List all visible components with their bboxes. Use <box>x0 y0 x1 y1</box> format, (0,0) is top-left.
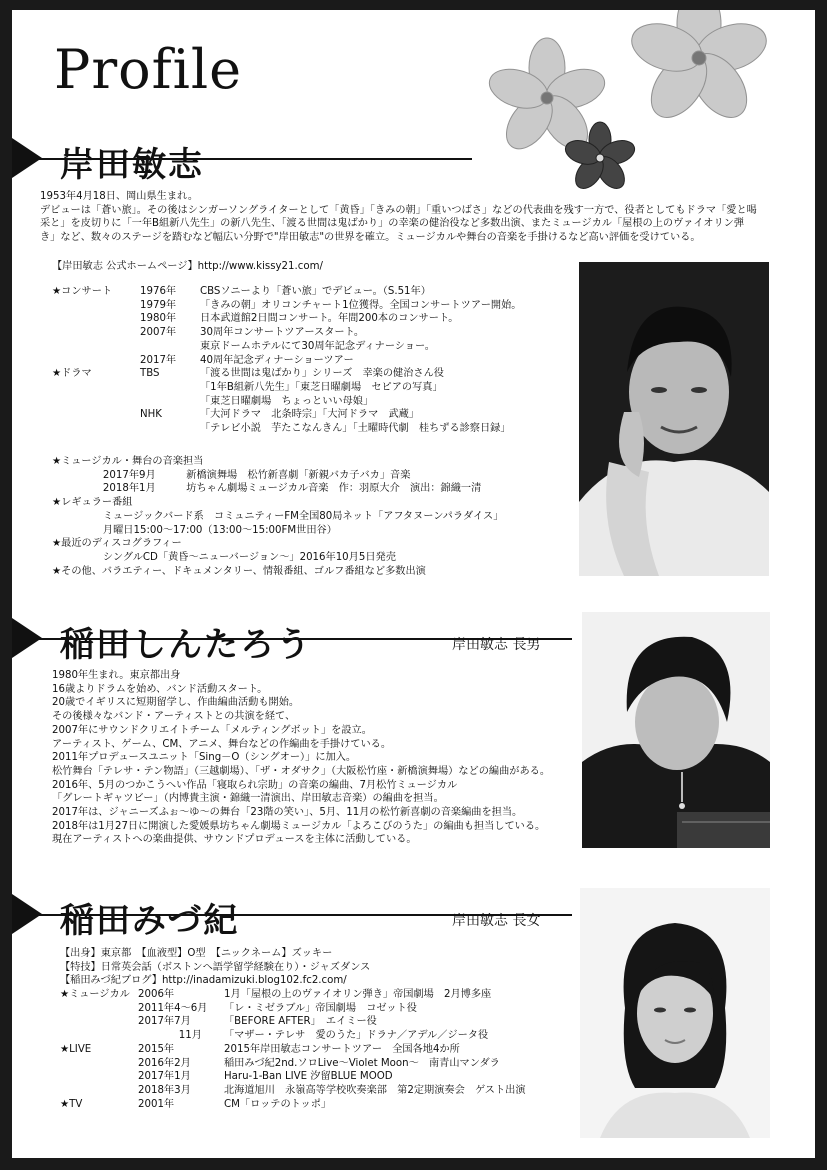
profile-line: 【出身】東京都 【血液型】O型 【ニックネーム】ズッキー <box>60 948 333 959</box>
page-title: Profile <box>54 38 243 101</box>
intro-line: 1953年4月18日、岡山県生まれ。 <box>40 191 199 202</box>
career-row <box>52 381 521 395</box>
career-year: 2007年 <box>140 327 177 339</box>
career-year: 2006年 <box>138 989 175 1000</box>
intro-line: き」など、数々のステージを踏むなど幅広い分野で"岸田敏志"の世界を確立。ミュージカルや舞台の音楽を手掛けるなど高い評価を受けている。 <box>40 232 701 244</box>
career-row <box>52 285 521 299</box>
career-year: TBS <box>140 368 160 380</box>
homepage-link[interactable]: 【岸田敏志 公式ホームページ】http://www.kissy21.com/ <box>52 261 323 272</box>
section-name: 稲田しんたろう <box>60 625 312 665</box>
career-detail: CM「ロッテのトッポ」 <box>224 1098 332 1110</box>
section-arrow-icon <box>12 138 42 178</box>
career-detail: 「レ・ミゼラブル」帝国劇場 コゼット役 <box>224 1002 417 1014</box>
extra-line: ★ミュージカル・舞台の音楽担当 <box>52 456 204 467</box>
career-row <box>52 367 521 381</box>
extra-line: 2018年1月 坊ちゃん劇場ミュージカル音楽 作：羽原大介 演出：錦織一清 <box>52 483 482 495</box>
career-category: ★ミュージカル <box>60 989 130 1000</box>
career-detail: 1月「屋根の上のヴァイオリン弾き」帝国劇場 2月博多座 <box>224 989 492 1000</box>
career-year: 2018年3月 <box>138 1084 191 1096</box>
career-year: 2015年 <box>138 1043 175 1055</box>
photo-inada-mizuki <box>580 888 770 1138</box>
career-detail: 稲田みづ紀2nd.ソロLive～Violet Moon～ 南青山マンダラ <box>224 1057 500 1069</box>
career-category: ★コンサート <box>52 286 113 297</box>
bio-line: 松竹舞台「テレサ・テン物語」（三越劇場）、「ザ・オダサク」（大阪松竹座・新橋演舞場）などの編曲がある。 <box>52 765 551 777</box>
career-detail: 30周年コンサートツアースタート。 <box>200 327 365 339</box>
bio-line: 1980年生まれ。東京都出身 <box>52 670 181 681</box>
section-relation: 岸田敏志 長男 <box>452 637 541 653</box>
section-arrow-icon <box>12 894 42 934</box>
career-year: 2017年 <box>140 354 177 366</box>
career-detail: 40周年記念ディナーショーツアー <box>200 354 354 366</box>
photo-kishida-satoshi <box>579 262 769 576</box>
career-row <box>52 326 521 340</box>
intro-line: デビューは「蒼い旅」。その後はシンガーソングライターとして「黄昏」「きみの朝」「重いつばさ」などの代表曲を残す一方で、役者としてもドラマ「愛と喝 <box>40 204 757 216</box>
intro-text <box>40 190 757 245</box>
extra-line: 月曜日15:00～17:00（13:00～15:00FM世田谷） <box>52 524 337 536</box>
career-detail: Haru-1-Ban LIVE 汐留BLUE MOOD <box>224 1071 393 1083</box>
bio-line: 現在アーティストへの楽曲提供、サウンドプロデュースを主体に活動している。 <box>52 834 417 846</box>
career-row <box>60 1057 526 1071</box>
bio-text <box>52 669 550 847</box>
career-row <box>52 354 521 368</box>
extra-line: ★その他、バラエティー、ドキュメンタリー、情報番組、ゴルフ番組など多数出演 <box>52 565 426 577</box>
career-detail: 「テレビ小説 芋たこなんきん」「土曜時代劇 桂ちずる診察日録」 <box>200 423 511 435</box>
career-detail: 「きみの朝」オリコンチャート1位獲得。全国コンサートツアー開始。 <box>200 299 522 311</box>
career-category: ★ドラマ <box>52 368 92 380</box>
career-detail: 「渡る世間は鬼ばかり」シリーズ 幸楽の健治さん役 <box>200 368 444 380</box>
intro-line: 采と」を皮切りに「一年B組新八先生」の新八先生、「渡る世間は鬼ばかり」の幸楽の健治役など多数出演、またミュージカル「屋根の上のヴァイオリン弾 <box>40 218 745 230</box>
career-year: 1976年 <box>140 286 177 297</box>
section-name: 岸田敏志 <box>60 145 204 185</box>
bio-line: 2011年プロデュースユニット「Sing－O（シングオー）」に加入。 <box>52 752 357 764</box>
career-year: 2017年7月 <box>138 1016 191 1028</box>
profile-line: 【稲田みづ紀ブログ】http://inadamizuki.blog102.fc2.com/ <box>60 975 347 987</box>
career-row <box>60 1029 526 1043</box>
extra-list <box>52 455 503 578</box>
extra-line: ミュージックバード系 コミュニティーFM全国80局ネット「アフタヌーンパラダイス」 <box>52 510 504 522</box>
career-detail: 「大河ドラマ 北条時宗」「大河ドラマ 武蔵」 <box>200 409 420 421</box>
career-detail: 東京ドームホテルにて30周年記念ディナーショー。 <box>200 340 435 352</box>
career-category: ★LIVE <box>60 1043 92 1055</box>
bio-line: 「グレートギャツビー」（内博貴主演・錦織一清演出、岸田敏志音楽）の編曲を担当。 <box>52 793 444 805</box>
career-row <box>52 312 521 326</box>
extra-line: ★最近のディスコグラフィー <box>52 538 182 550</box>
career-detail: CBSソニーより「蒼い旅」でデビュー。（S.51年） <box>200 286 431 297</box>
career-year: 1979年 <box>140 299 177 311</box>
career-row <box>52 422 521 436</box>
bio-line: 20歳でイギリスに短期留学し、作曲編曲活動も開始。 <box>52 697 300 709</box>
career-row <box>60 988 526 1002</box>
flower-decoration <box>467 10 812 215</box>
career-detail: 「BEFORE AFTER」 エイミー役 <box>224 1016 377 1028</box>
bio-line: 2017年は、ジャニーズふぉ～ゆ～の舞台「23階の笑い」、5月、11月の松竹新喜劇の音楽編曲を担当。 <box>52 807 523 819</box>
section-relation: 岸田敏志 長女 <box>452 913 541 929</box>
bio-line: アーティスト、ゲーム、CM、アニメ、舞台などの作編曲を手掛けている。 <box>52 738 392 750</box>
career-row <box>60 1002 526 1016</box>
bio-line: 2007年にサウンドクリエイトチーム「メルティングボット」を設立。 <box>52 724 372 736</box>
career-year: 2017年1月 <box>138 1071 191 1083</box>
career-detail: 「1年B組新八先生」「東芝日曜劇場 セピアの写真」 <box>200 381 443 393</box>
photo-inada-shintaro <box>582 612 770 848</box>
career-list <box>52 285 521 436</box>
career-row <box>52 340 521 354</box>
career-detail: 「マザー・テレサ 愛のうた」ドラナ／アデル／ジータ役 <box>224 1030 489 1042</box>
bio-line: 2016年、5月のつかこうへい作品「寝取られ宗助」の音楽の編曲、7月松竹ミュージカル <box>52 779 458 791</box>
career-detail: 北海道旭川 永嶺高等学校吹奏楽部 第2定期演奏会 ゲスト出演 <box>224 1084 526 1096</box>
career-detail: 日本武道館2日間コンサート。年間200本のコンサート。 <box>200 313 459 325</box>
profile-page <box>12 10 815 1158</box>
career-row <box>52 408 521 422</box>
career-year: 1980年 <box>140 313 177 325</box>
career-row <box>60 1084 526 1098</box>
career-row <box>60 1043 526 1057</box>
career-row <box>52 395 521 409</box>
bio-line: 16歳よりドラムを始め、バンド活動スタート。 <box>52 683 268 695</box>
profile-details <box>60 947 370 988</box>
bio-line: 2018年は1月27日に開演した愛媛県坊ちゃん劇場ミュージカル「よろこびのうた」の編曲も担当している。 <box>52 820 546 832</box>
profile-line: 【特技】日常英会話（ボストンへ語学留学経験在り）・ジャズダンス <box>60 961 371 973</box>
extra-line: 2017年9月 新橋演舞場 松竹新喜劇「新親バカ子バカ」音楽 <box>52 469 411 481</box>
career-row <box>60 1015 526 1029</box>
career-year: 11月 <box>138 1030 202 1042</box>
section-name: 稲田みづ紀 <box>60 901 240 941</box>
career-detail: 2015年岸田敏志コンサートツアー 全国各地4か所 <box>224 1043 460 1055</box>
career-year: NHK <box>140 409 162 421</box>
bio-line: その後様々なバンド・アーティストとの共演を経て、 <box>52 711 296 723</box>
section-arrow-icon <box>12 618 42 658</box>
extra-line: ★レギュラー番組 <box>52 497 133 509</box>
career-list <box>60 988 526 1111</box>
career-row <box>52 299 521 313</box>
career-row <box>60 1070 526 1084</box>
career-year: 2011年4～6月 <box>138 1002 208 1014</box>
career-detail: 「東芝日曜劇場 ちょっといい母娘」 <box>200 395 374 407</box>
career-year: 2016年2月 <box>138 1057 191 1069</box>
career-category: ★TV <box>60 1098 83 1110</box>
career-year: 2001年 <box>138 1098 175 1110</box>
career-row <box>60 1098 526 1112</box>
extra-line: シングルCD「黄昏～ニューバージョン～」2016年10月5日発売 <box>52 551 396 563</box>
